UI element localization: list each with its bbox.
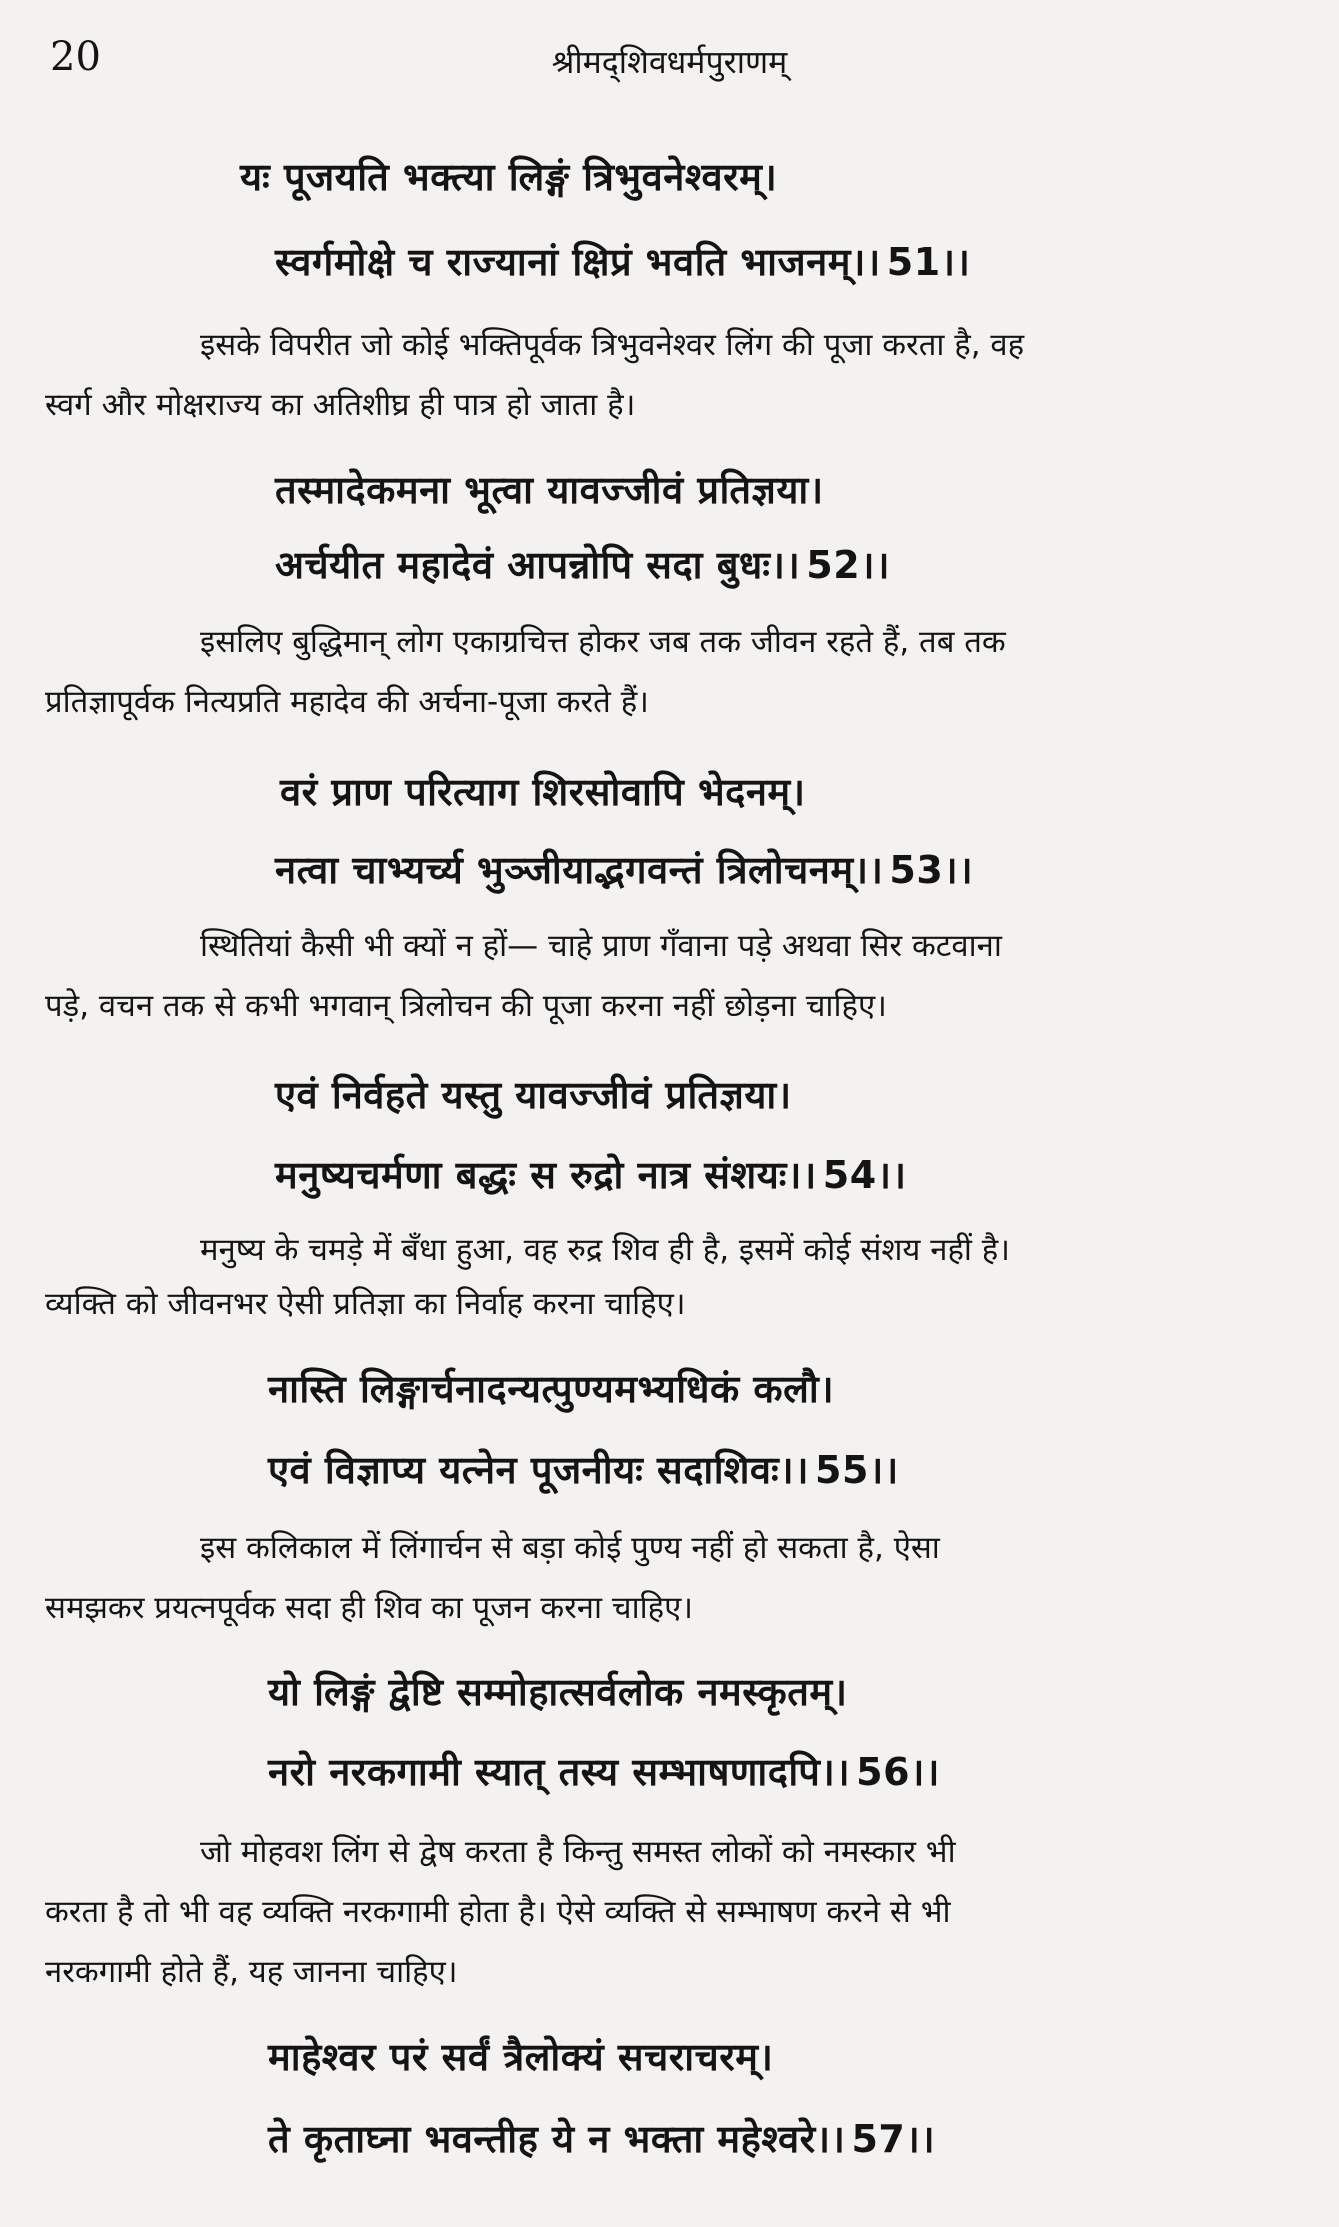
translation-line: नरकगामी होते हैं, यह जानना चाहिए। — [45, 1954, 458, 1990]
page-header — [0, 28, 1339, 98]
verse-text: ते कृताघ्ना भवन्तीह ये न भक्ता महेश्वरे।। — [268, 2117, 846, 2161]
verse-number: 55।। — [815, 1448, 899, 1492]
verse-number: 53।। — [889, 848, 974, 892]
translation-line: करता है तो भी वह व्यक्ति नरकगामी होता है। ऐसे व्यक्ति से सम्भाषण करने से भी — [45, 1894, 951, 1930]
translation-52 — [45, 612, 1290, 732]
verse-text: अर्चयीत महादेवं आपन्नोपि सदा बुधः।। — [275, 543, 801, 587]
verse-number: 57।। — [851, 2117, 936, 2161]
verse-52-line-1: तस्मादेकमना भूत्वा यावज्जीवं प्रतिज्ञया। — [275, 468, 824, 512]
translation-line: समझकर प्रयत्नपूर्वक सदा ही शिव का पूजन करना चाहिए। — [45, 1590, 693, 1626]
translation-line: इस कलिकाल में लिंगार्चन से बड़ा कोई पुण्य नहीं हो सकता है, ऐसा — [200, 1530, 940, 1566]
verse-53-line-1: वरं प्राण परित्याग शिरसोवापि भेदनम्। — [280, 770, 806, 814]
verse-text: नरो नरकगामी स्यात् तस्य सम्भाषणादपि।। — [268, 1750, 851, 1794]
verse-number: 51।। — [886, 240, 971, 284]
translation-55 — [45, 1518, 1290, 1638]
verse-text: स्वर्गमोक्षे च राज्यानां क्षिप्रं भवति भाजनम्।। — [275, 240, 881, 284]
verse-55-line-1: नास्ति लिङ्गार्चनादन्यत्पुण्यमभ्यधिकं कलौ। — [268, 1367, 835, 1411]
translation-line: इसके विपरीत जो कोई भक्तिपूर्वक त्रिभुवनेश्वर लिंग की पूजा करता है, वह — [200, 327, 1025, 363]
verse-52-line-2 — [275, 538, 890, 590]
verse-text: नत्वा चाभ्यर्च्य भुञ्जीयाद्भगवन्तं त्रिलोचनम्।। — [275, 848, 884, 892]
translation-54 — [45, 1220, 1290, 1334]
page-number: 20 — [50, 34, 101, 80]
translation-line: स्वर्ग और मोक्षराज्य का अतिशीघ्र ही पात्र हो जाता है। — [45, 387, 636, 423]
translation-53 — [45, 916, 1290, 1036]
running-title: श्रीमद्‌शिवधर्मपुराणम् — [551, 43, 788, 81]
translation-line: जो मोहवश लिंग से द्वेष करता है किन्तु समस्त लोकों को नमस्कार भी — [200, 1834, 956, 1870]
verse-51-line-2 — [275, 235, 970, 287]
translation-line: इसलिए बुद्धिमान् लोग एकाग्रचित्त होकर जब तक जीवन रहते हैं, तब तक — [200, 624, 1006, 660]
verse-number: 56।। — [856, 1750, 940, 1794]
verse-55-line-2 — [268, 1443, 899, 1495]
translation-line: व्यक्ति को जीवनभर ऐसी प्रतिज्ञा का निर्वाह करना चाहिए। — [45, 1286, 686, 1322]
verse-57-line-2 — [268, 2112, 935, 2164]
translation-line: पड़े, वचन तक से कभी भगवान् त्रिलोचन की पूजा करना नहीं छोड़ना चाहिए। — [45, 988, 887, 1024]
verse-56-line-2 — [268, 1745, 940, 1797]
translation-line: प्रतिज्ञापूर्वक नित्यप्रति महादेव की अर्चना-पूजा करते हैं। — [45, 684, 649, 720]
verse-57-line-1: माहेश्वर परं सर्वं त्रैलोक्यं सचराचरम्। — [268, 2035, 774, 2079]
verse-54-line-2 — [275, 1148, 906, 1200]
verse-number: 54।। — [822, 1153, 907, 1197]
translation-56 — [45, 1822, 1290, 2002]
verse-text: मनुष्यचर्मणा बद्धः स रुद्रो नात्र संशयः।। — [275, 1153, 817, 1197]
verse-54-line-1: एवं निर्वहते यस्तु यावज्जीवं प्रतिज्ञया। — [275, 1073, 792, 1117]
verse-53-line-2 — [275, 843, 973, 895]
verse-text: एवं विज्ञाप्य यत्नेन पूजनीयः सदाशिवः।। — [268, 1448, 810, 1492]
translation-line: स्थितियां कैसी भी क्यों न हों— चाहे प्राण गँवाना पड़े अथवा सिर कटवाना — [200, 928, 1002, 964]
translation-51 — [45, 315, 1290, 435]
verse-51-line-1: यः पूजयति भक्त्या लिङ्गं त्रिभुवनेश्वरम्। — [240, 155, 778, 199]
translation-line: मनुष्य के चमड़े में बँधा हुआ, वह रुद्र शिव ही है, इसमें कोई संशय नहीं है। — [200, 1232, 1011, 1268]
verse-number: 52।। — [806, 543, 890, 587]
verse-56-line-1: यो लिङ्गं द्वेष्टि सम्मोहात्सर्वलोक नमस्कृतम्। — [268, 1670, 848, 1714]
